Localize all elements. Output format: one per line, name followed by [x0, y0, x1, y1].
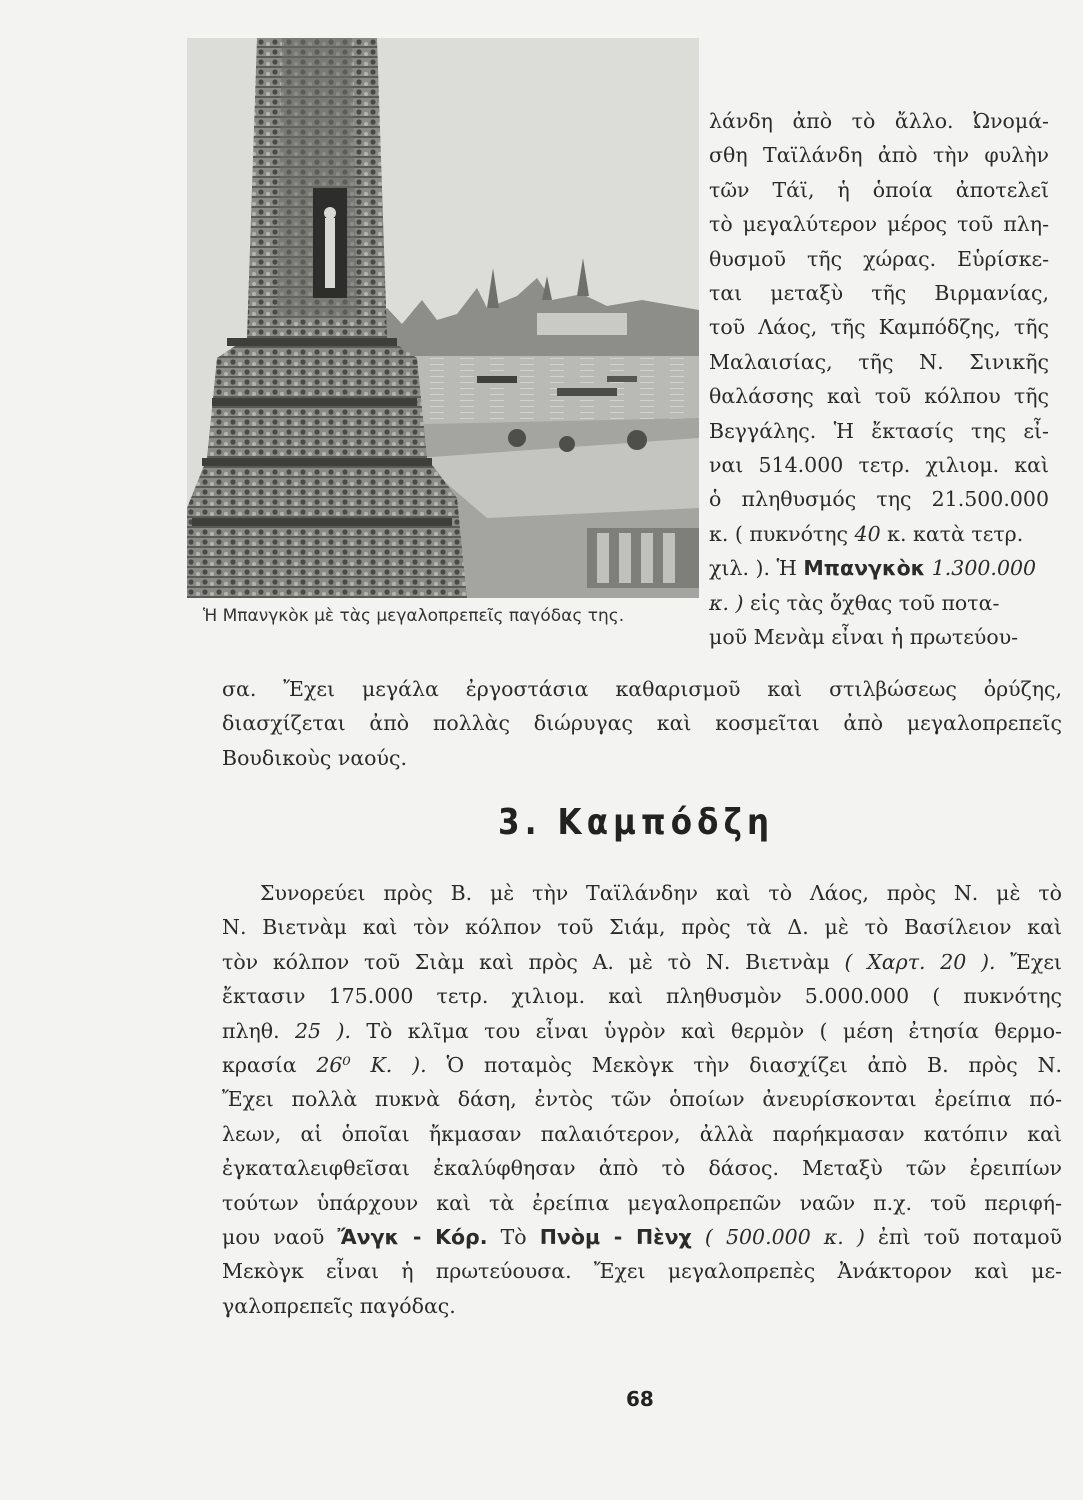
- side-line-part: κ. ): [709, 590, 744, 615]
- side-line-part: εἰς τὰς ὄχθας τοῦ ποτα-: [743, 590, 1000, 615]
- side-line: Μαλαισίας, τῆς Ν. Σινικῆς: [709, 349, 1049, 374]
- text-line: [222, 1220, 1062, 1254]
- side-line: [709, 586, 1049, 620]
- text-line: ἔκτασιν 175.000 τετρ. χιλιομ. καὶ πληθυσμὸν 5.000.000 ( πυκνότης: [222, 984, 1062, 1009]
- side-line: θυσμοῦ τῆς χώρας. Εὑρίσκε-: [709, 246, 1049, 271]
- side-line-part: κ. κατὰ τετρ.: [880, 521, 1024, 546]
- side-line: θαλάσσης καὶ τοῦ κόλπου τῆς: [709, 384, 1049, 409]
- text-line: γαλοπρεπεῖς παγόδας.: [222, 1293, 456, 1318]
- phnom-penh-term: Πνὸμ - Πὲνχ: [539, 1225, 692, 1250]
- side-line: τὸ μεγαλύτερον μέρος τοῦ πλη-: [709, 212, 1049, 237]
- section-heading: 3. Καμπόδζη: [498, 802, 775, 843]
- text-part: Τὸ: [487, 1225, 540, 1250]
- text-part: πληθ.: [222, 1018, 295, 1043]
- side-line: ναι 514.000 τετρ. χιλιομ. καὶ: [709, 453, 1049, 478]
- text-line: σα. Ἔχει μεγάλα ἐργοστάσια καθαρισμοῦ καὶ στιλβώσεως ὀρύζης,: [222, 677, 1062, 701]
- side-line: τῶν Τάϊ, ἡ ὁποία ἀποτελεῖ: [709, 177, 1049, 202]
- text-line: ἐγκαταλειφθεῖσαι ἐκαλύφθησαν ἀπὸ τὸ δάσος. Μεταξὺ τῶν ἐρειπίων: [222, 1156, 1062, 1181]
- text-line: Βουδικοὺς ναούς.: [222, 745, 407, 770]
- bangkok-population: 1.300.000: [925, 556, 1037, 581]
- figure-caption: Ἡ Μπανγκὸκ μὲ τὰς μεγαλοπρεπεῖς παγόδας της.: [203, 606, 625, 626]
- cambodia-paragraph: [222, 876, 1062, 1323]
- side-line: Βεγγάλης. Ἡ ἔκτασίς της εἶ-: [709, 418, 1049, 443]
- text-part: κρασία: [222, 1053, 317, 1078]
- side-line: τοῦ Λάος, τῆς Καμπόδζης, τῆς: [709, 315, 1049, 340]
- side-column-text: [709, 104, 1049, 655]
- side-line: ὁ πληθυσμός της 21.500.000: [709, 487, 1049, 512]
- bangkok-pagoda-photo: [187, 38, 699, 598]
- text-part: μου ναοῦ: [222, 1225, 338, 1250]
- text-line: [222, 1014, 1062, 1048]
- text-line: Ν. Βιετνὰμ καὶ τὸν κόλπον τοῦ Σιάμ, πρὸς τὰ Δ. μὲ τὸ Βασίλειον καὶ: [222, 915, 1062, 940]
- text-line: [222, 1048, 1062, 1082]
- paragraph-continuation: [222, 672, 1062, 775]
- side-line-part: χιλ. ). Ἡ: [709, 556, 804, 581]
- side-line: [709, 517, 1049, 551]
- density-value: 40: [854, 521, 881, 546]
- text-line: [222, 945, 1062, 979]
- text-part: Τὸ κλῖμα του εἶναι ὑγρὸν καὶ θερμὸν ( μέση ἐτησία θερμο-: [350, 1018, 1062, 1043]
- density-value: 25 ).: [294, 1018, 351, 1043]
- text-line: Ἔχει πολλὰ πυκνὰ δάση, ἐντὸς τῶν ὁποίων ἀνευρίσκονται ἐρείπια πό-: [222, 1087, 1062, 1112]
- text-line: Συνορεύει πρὸς Β. μὲ τὴν Ταϊλάνδην καὶ τὸ Λάος, πρὸς Ν. μὲ τὸ: [260, 881, 1062, 905]
- phnom-penh-population: ( 500.000 κ. ): [691, 1225, 865, 1250]
- text-part: τὸν κόλπον τοῦ Σιὰμ καὶ πρὸς Α. μὲ τὸ Ν. Βιετνὰμ: [222, 949, 845, 974]
- text-part: Ὁ ποταμὸς Μεκὸγκ τὴν διασχίζει ἀπὸ Β. πρὸς Ν.: [426, 1053, 1062, 1078]
- pagoda-photo-drawing: [187, 38, 699, 598]
- temperature-value: 26⁰ Κ. ).: [316, 1053, 427, 1078]
- map-reference: ( Χαρτ. 20 ).: [844, 949, 996, 974]
- text-line: τούτων ὑπάρχουν καὶ τὰ ἐρείπια μεγαλοπρεπῶν ναῶν π.χ. τοῦ περιφή-: [222, 1190, 1062, 1215]
- side-line: λάνδη ἀπὸ τὸ ἄλλο. Ὠνομά-: [709, 109, 1049, 133]
- text-part: ἐπὶ τοῦ ποταμοῦ: [864, 1225, 1063, 1250]
- text-line: λεων, αἱ ὁποῖαι ἤκμασαν παλαιότερον, ἀλλὰ παρήκμασαν κατόπιν καὶ: [222, 1121, 1062, 1146]
- angkor-term: Ἄνγκ - Κόρ.: [337, 1225, 488, 1250]
- page-number: 68: [626, 1387, 654, 1411]
- text-part: Ἔχει: [995, 949, 1062, 974]
- side-line-part: κ. ( πυκνότης: [709, 521, 855, 546]
- side-line: [709, 551, 1049, 585]
- side-line: μοῦ Μενὰμ εἶναι ἡ πρωτεύου-: [709, 625, 1019, 650]
- text-line: Μεκὸγκ εἶναι ἡ πρωτεύουσα. Ἔχει μεγαλοπρεπὲς Ἀνάκτορον καὶ με-: [222, 1259, 1062, 1284]
- bangkok-term: Μπανγκὸκ: [803, 556, 926, 581]
- side-line: σθη Ταϊλάνδη ἀπὸ τὴν φυλὴν: [709, 143, 1049, 168]
- side-line: ται μεταξὺ τῆς Βιρμανίας,: [709, 281, 1049, 306]
- text-line: διασχίζεται ἀπὸ πολλὰς διώρυγας καὶ κοσμεῖται ἀπὸ μεγαλοπρεπεῖς: [222, 711, 1062, 736]
